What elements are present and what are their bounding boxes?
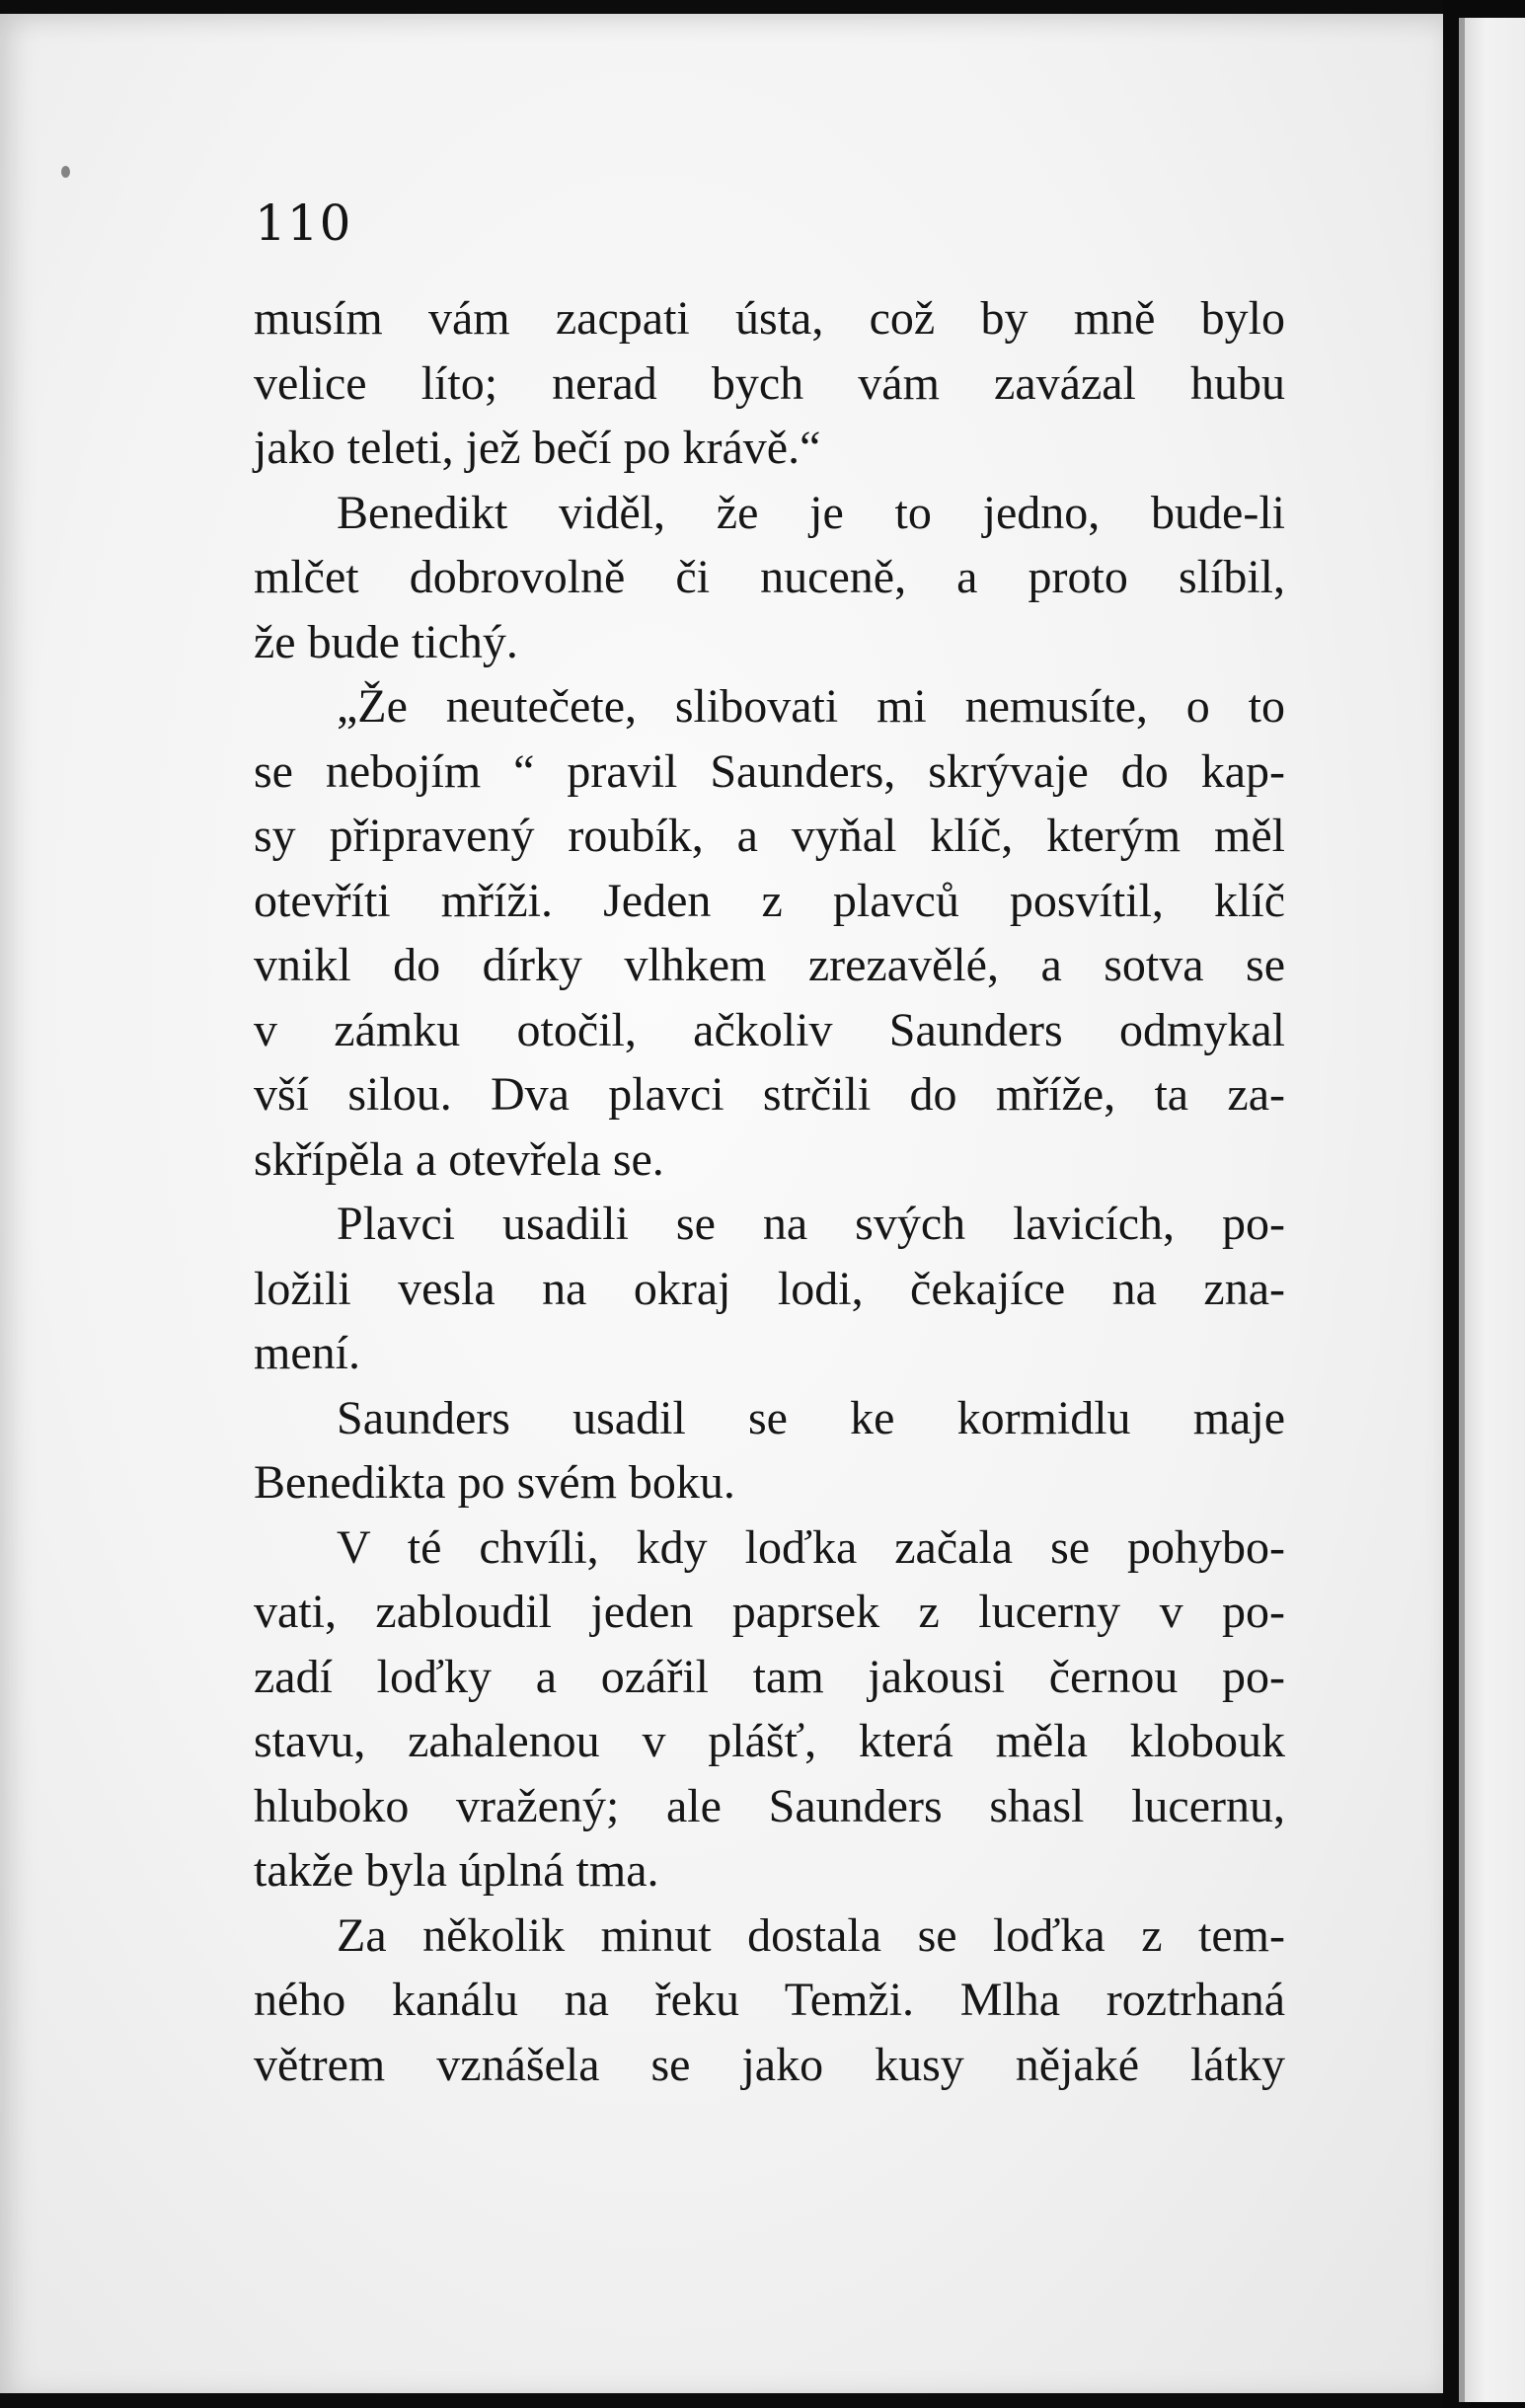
text-line: V té chvíli, kdy loďka začala se pohybo- <box>337 1520 1285 1574</box>
text-line: Plavci usadili se na svých lavicích, po- <box>337 1198 1285 1250</box>
adjacent-page-shadow <box>1459 18 1465 2402</box>
text-line: sy připravený roubík, a vyňal klíč, kterým měl <box>254 810 1285 862</box>
text-line: velice líto; nerad bych vám zavázal hubu <box>254 356 1285 410</box>
text-line: větrem vznášela se jako kusy nějaké látky <box>254 2038 1285 2091</box>
text-line: ného kanálu na řeku Temži. Mlha roztrhaná <box>254 1974 1285 2026</box>
text-line: stavu, zahalenou v plášť, která měla klobouk <box>254 1715 1285 1767</box>
text-line: vnikl do dírky vlhkem zrezavělé, a sotva se <box>254 939 1285 991</box>
page-number: 110 <box>255 194 352 252</box>
text-line: že bude tichý. <box>254 615 518 668</box>
text-line: Saunders usadil se ke kormidlu maje <box>337 1391 1285 1444</box>
text-line: jako teleti, jež bečí po krávě.“ <box>254 422 821 474</box>
text-line: takže byla úplná tma. <box>254 1844 659 1897</box>
text-line: v zámku otočil, ačkoliv Saunders odmykal <box>254 1003 1285 1056</box>
text-line: mlčet dobrovolně či nuceně, a proto slíbil, <box>254 551 1285 603</box>
text-line: vší silou. Dva plavci strčili do mříže, ta za- <box>254 1068 1285 1121</box>
text-line: mení. <box>254 1327 360 1379</box>
text-line: zadí loďky a ozářil tam jakousi černou po- <box>254 1650 1285 1703</box>
text-line: vati, zabloudil jeden paprsek z lucerny v po- <box>254 1586 1285 1638</box>
text-line: „Že neutečete, slibovati mi nemusíte, o to <box>337 680 1285 733</box>
text-line: skřípěla a otevřela se. <box>254 1132 664 1186</box>
paper-speck <box>61 166 70 178</box>
text-line: se nebojím “ pravil Saunders, skrývaje do kap- <box>254 744 1285 798</box>
text-line: musím vám zacpati ústa, což by mně bylo <box>254 292 1285 345</box>
text-line: otevříti mříži. Jeden z plavců posvítil, klíč <box>254 874 1285 927</box>
text-line: ložili vesla na okraj lodi, čekajíce na zna- <box>254 1262 1285 1315</box>
text-line: hluboko vražený; ale Saunders shasl lucernu, <box>254 1779 1285 1832</box>
text-line: Za několik minut dostala se loďka z tem- <box>337 1908 1285 1962</box>
adjacent-page-edge <box>1459 18 1525 2402</box>
text-line: Benedikt viděl, že je to jedno, bude-li <box>337 486 1285 539</box>
text-line: Benedikta po svém boku. <box>254 1456 735 1509</box>
body-text <box>254 286 1285 2097</box>
